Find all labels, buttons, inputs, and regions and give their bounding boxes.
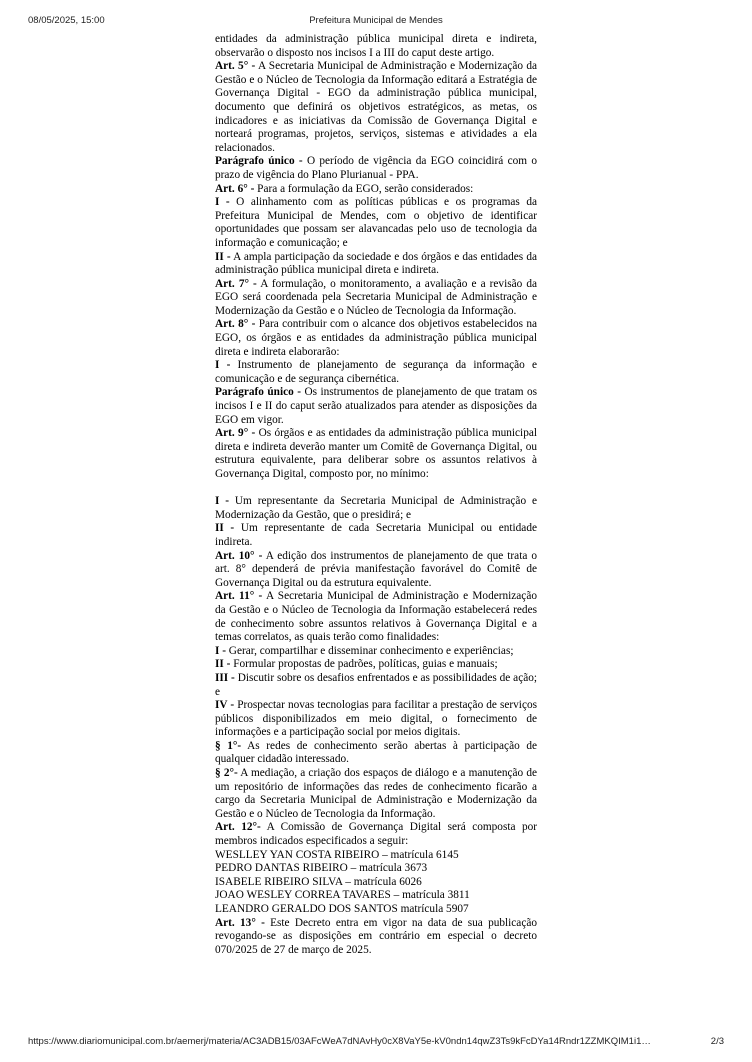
commission-members <box>215 849 537 917</box>
print-datetime: 08/05/2025, 15:00 <box>28 15 105 26</box>
section-1: § 1°- As redes de conhecimento serão abertas à participação de qualquer cidadão interessado. <box>215 739 537 766</box>
member-line: ISABELE RIBEIRO SILVA – matrícula 6026 <box>215 875 422 888</box>
article-9: Art. 9° - Os órgãos e as entidades da administração pública municipal direta e indireta deverão manter um Comitê de Governança Digital, ou estrutura equivalente, para deliberar sobre os assuntos relativos à Governança Digital, composto por, no mínimo: <box>215 427 537 480</box>
article-12: Art. 12°- A Comissão de Governança Digital será composta por membros indicados especificados a seguir: <box>215 821 538 848</box>
item-label: IV - <box>215 699 235 712</box>
article-label: Parágrafo único - <box>215 386 301 399</box>
item-label: II - <box>215 658 231 671</box>
item-label: III - <box>215 671 235 684</box>
item-label: I - <box>215 359 231 372</box>
blank-line <box>215 482 537 496</box>
item-label: II - <box>215 250 231 263</box>
item-ii: II - Um representante de cada Secretaria Municipal ou entidade indireta. <box>215 522 537 548</box>
item-i: I - Instrumento de planejamento de segurança da informação e comunicação e de segurança cibernética. <box>215 359 537 385</box>
article-7: Art. 7° - A formulação, o monitoramento, a avaliação e a revisão da EGO será coordenada pela Secretaria Municipal de Administração e Modernização da Gestão e o Núcleo de Tecnologia da Informação. <box>215 277 537 317</box>
print-footer <box>28 1036 724 1050</box>
page-number: 2/3 <box>710 1036 724 1047</box>
item-i: I - Gerar, compartilhar e disseminar conhecimento e experiências; <box>215 644 514 657</box>
article-13: Art. 13° - Este Decreto entra em vigor na data de sua publicação revogando-se as disposições em contrário em especial o decreto 070/2025 de 27 de março de 2025. <box>215 916 538 956</box>
article-label: Parágrafo único - <box>215 155 303 168</box>
article-5: Art. 5° - A Secretaria Municipal de Administração e Modernização da Gestão e o Núcleo de Tecnologia da Informação editará a Estratégia de Governança Digital - EGO da administração pública municipal, documento que definirá os objetivos estratégicos, as metas, os indicadores e as iniciativas da Comissão de Governança Digital e norteará programas, projetos, serviços, sistemas e atividades a ela relacionados. <box>215 60 537 154</box>
item-ii: II - A ampla participação da sociedade e dos órgãos e das entidades da administração pública municipal direta e indireta. <box>215 250 537 277</box>
article-6: Art. 6° - Para a formulação da EGO, serão considerados: <box>215 182 474 195</box>
print-url: https://www.diariomunicipal.com.br/aemerj/materia/AC3ADB15/03AFcWeA7dNAvHy0cX8VaY5e-kV0ndn14qwZ3Ts9kFcDYa14Rndr1ZZMKQIM1i1… <box>28 1036 651 1047</box>
article-11: Art. 11° - A Secretaria Municipal de Administração e Modernização da Gestão e o Núcleo de Tecnologia da Informação estabelecerá redes de conhecimento sobre assuntos relativos à Governança Digital e a temas correlatos, as quais terão como finalidades: <box>215 590 537 644</box>
sole-paragraph: Parágrafo único - O período de vigência da EGO coincidirá com o prazo de vigência do Plano Plurianual - PPA. <box>215 155 538 181</box>
article-label: Art. 10° - <box>215 549 263 562</box>
article-label: Art. 8° - <box>215 318 256 331</box>
sole-paragraph: Parágrafo único - Os instrumentos de planejamento de que tratam os incisos I e II do caput serão atualizados para atender as disposições da EGO em vigor. <box>215 386 538 426</box>
item-iii: III - Discutir sobre os desafios enfrentados e as possibilidades de ação; e <box>215 671 538 698</box>
article-8: Art. 8° - Para contribuir com o alcance dos objetivos estabelecidos na EGO, os órgãos e as entidades da administração pública municipal direta e indireta elaborarão: <box>215 318 537 358</box>
member-line: LEANDRO GERALDO DOS SANTOS matrícula 5907 <box>215 903 469 915</box>
section-label: § 1°- <box>215 739 242 752</box>
article-label: Art. 9° - <box>215 427 256 440</box>
article-label: Art. 11° - <box>215 590 263 603</box>
article-label: Art. 5° - <box>215 60 256 73</box>
member-line: PEDRO DANTAS RIBEIRO – matrícula 3673 <box>215 862 428 875</box>
article-10: Art. 10° - A edição dos instrumentos de planejamento de que trata o art. 8° dependerá de prévia manifestação favorável do Comitê de Governança Digital ou da estrutura equivalente. <box>215 549 537 589</box>
print-header <box>28 15 724 29</box>
member-line: WESLLEY YAN COSTA RIBEIRO – matrícula 6145 <box>215 848 459 861</box>
item-i: I - Um representante da Secretaria Municipal de Administração e Modernização da Gestão, que o presidirá; e <box>215 495 537 521</box>
paragraph: entidades da administração pública municipal direta e indireta, observarão o disposto nos incisos I a III do caput deste artigo. <box>215 33 537 59</box>
print-page-title: Prefeitura Municipal de Mendes <box>309 15 443 26</box>
item-label: I - <box>215 196 230 209</box>
item-iv: IV - Prospectar novas tecnologias para facilitar a prestação de serviços públicos disponibilizados em meio digital, o fornecimento de informações e a participação social por meios digitais. <box>215 699 538 739</box>
article-label: Art. 13° - <box>215 916 265 929</box>
item-label: I - <box>215 495 230 508</box>
article-label: Art. 7° - <box>215 277 257 290</box>
item-i: I - O alinhamento com as políticas públicas e os programas da Prefeitura Municipal de Mendes, com o objetivo de identificar oportunidades que possam ser alavancadas pelo uso de tecnologia da informação e comunicação; e <box>215 196 537 249</box>
section-label: § 2°- <box>215 767 238 780</box>
member-line: JOAO WESLEY CORREA TAVARES – matrícula 3811 <box>215 889 470 902</box>
article-label: Art. 6° - <box>215 182 255 195</box>
article-label: Art. 12°- <box>215 821 261 834</box>
item-label: II - <box>215 522 235 535</box>
item-label: I - <box>215 644 226 657</box>
decree-text <box>215 33 537 957</box>
section-2: § 2°- A mediação, a criação dos espaços de diálogo e a manutenção de um repositório de informações das redes de conhecimento ficarão a cargo da Secretaria Municipal de Administração e Modernização da Gestão e o Núcleo de Tecnologia da Informação. <box>215 767 537 820</box>
item-ii: II - Formular propostas de padrões, políticas, guias e manuais; <box>215 658 498 671</box>
